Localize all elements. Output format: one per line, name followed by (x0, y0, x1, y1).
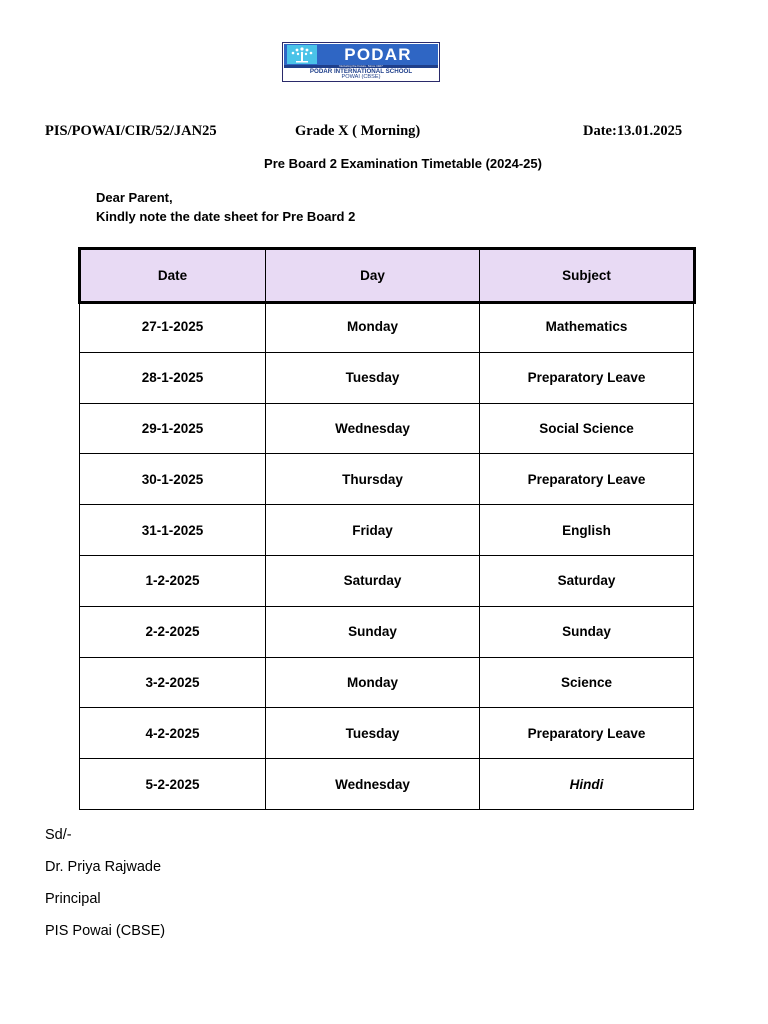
logo-tagline: Nurturing the Future. Since 1927 (284, 65, 438, 68)
document-title: Pre Board 2 Examination Timetable (2024-25) (264, 156, 542, 171)
cell-day: Saturday (266, 555, 480, 606)
cell-date: 27-1-2025 (80, 302, 266, 353)
cell-day: Friday (266, 505, 480, 556)
cell-subject: Mathematics (480, 302, 694, 353)
school-logo (282, 42, 440, 82)
cell-date: 30-1-2025 (80, 454, 266, 505)
cell-date: 28-1-2025 (80, 352, 266, 403)
cell-date: 31-1-2025 (80, 505, 266, 556)
cell-day: Monday (266, 657, 480, 708)
salutation: Dear Parent, (96, 190, 173, 205)
circular-date: Date:13.01.2025 (583, 123, 683, 139)
table-row (80, 657, 694, 708)
table-header-row (80, 249, 694, 302)
table-row (80, 454, 694, 505)
cell-subject: Preparatory Leave (480, 454, 694, 505)
cell-subject: Preparatory Leave (480, 708, 694, 759)
cell-day: Tuesday (266, 352, 480, 403)
cell-day: Monday (266, 302, 480, 353)
signatory-designation: Principal (45, 891, 101, 907)
cell-subject: Sunday (480, 606, 694, 657)
cell-subject: Social Science (480, 403, 694, 454)
timetable (79, 248, 694, 810)
circular-reference: PIS/POWAI/CIR/52/JAN25 (45, 123, 217, 139)
cell-day: Wednesday (266, 403, 480, 454)
cell-date: 1-2-2025 (80, 555, 266, 606)
cell-subject: Preparatory Leave (480, 352, 694, 403)
cell-subject: Saturday (480, 555, 694, 606)
tree-icon (287, 45, 317, 64)
logo-band (284, 44, 438, 65)
cell-date: 4-2-2025 (80, 708, 266, 759)
table-row (80, 505, 694, 556)
signatory-name: Dr. Priya Rajwade (45, 859, 162, 875)
signatory-school: PIS Powai (CBSE) (45, 923, 166, 939)
cell-date: 2-2-2025 (80, 606, 266, 657)
column-header-day: Day (266, 249, 480, 302)
table-row (80, 708, 694, 759)
cell-day: Tuesday (266, 708, 480, 759)
intro-note: Kindly note the date sheet for Pre Board 2 (96, 209, 356, 224)
cell-date: 29-1-2025 (80, 403, 266, 454)
cell-date: 5-2-2025 (80, 759, 266, 810)
table-row (80, 606, 694, 657)
table-row (80, 555, 694, 606)
table-row (80, 302, 694, 353)
cell-subject: Science (480, 657, 694, 708)
table-row (80, 403, 694, 454)
grade-label: Grade X ( Morning) (295, 123, 421, 139)
table-row (80, 759, 694, 810)
column-header-date: Date (80, 249, 266, 302)
cell-day: Thursday (266, 454, 480, 505)
cell-subject: English (480, 505, 694, 556)
logo-school-name: PODAR INTERNATIONAL SCHOOL (309, 68, 413, 75)
cell-day: Sunday (266, 606, 480, 657)
logo-wordmark: PODAR (344, 45, 412, 64)
logo-branch: POWAI (CBSE) (341, 74, 381, 80)
cell-day: Wednesday (266, 759, 480, 810)
cell-subject: Hindi (480, 759, 694, 810)
signed-mark: Sd/- (45, 827, 72, 843)
table-row (80, 352, 694, 403)
column-header-subject: Subject (480, 249, 694, 302)
cell-date: 3-2-2025 (80, 657, 266, 708)
